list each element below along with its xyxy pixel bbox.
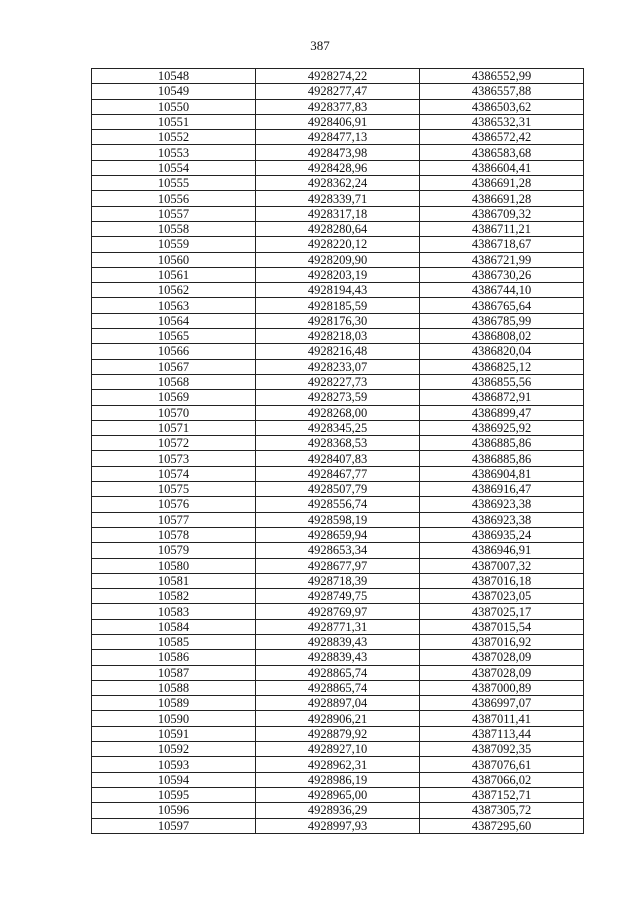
- y-coordinate-cell: 4386946,91: [420, 543, 584, 558]
- y-coordinate-cell: 4386604,41: [420, 160, 584, 175]
- table-row: [92, 329, 584, 344]
- x-coordinate-cell: 4928677,97: [256, 558, 420, 573]
- y-coordinate-cell: 4386923,38: [420, 497, 584, 512]
- table-row: [92, 527, 584, 542]
- point-number-cell: 10594: [92, 772, 256, 787]
- point-number-cell: 10583: [92, 604, 256, 619]
- point-number-cell: 10584: [92, 619, 256, 634]
- point-number-cell: 10595: [92, 787, 256, 802]
- table-row: [92, 160, 584, 175]
- y-coordinate-cell: 4387295,60: [420, 818, 584, 833]
- y-coordinate-cell: 4386820,04: [420, 344, 584, 359]
- table-row: [92, 374, 584, 389]
- y-coordinate-cell: 4386765,64: [420, 298, 584, 313]
- page-number: 387: [310, 38, 330, 53]
- table-row: [92, 359, 584, 374]
- x-coordinate-cell: 4928274,22: [256, 69, 420, 84]
- point-number-cell: 10552: [92, 130, 256, 145]
- x-coordinate-cell: 4928377,83: [256, 99, 420, 114]
- x-coordinate-cell: 4928936,29: [256, 803, 420, 818]
- y-coordinate-cell: 4386872,91: [420, 390, 584, 405]
- table-row: [92, 390, 584, 405]
- table-row: [92, 512, 584, 527]
- point-number-cell: 10551: [92, 114, 256, 129]
- point-number-cell: 10597: [92, 818, 256, 833]
- y-coordinate-cell: 4387305,72: [420, 803, 584, 818]
- y-coordinate-cell: 4386691,28: [420, 191, 584, 206]
- point-number-cell: 10571: [92, 420, 256, 435]
- point-number-cell: 10565: [92, 329, 256, 344]
- y-coordinate-cell: 4387076,61: [420, 757, 584, 772]
- y-coordinate-cell: 4386785,99: [420, 313, 584, 328]
- y-coordinate-cell: 4386721,99: [420, 252, 584, 267]
- table-row: [92, 634, 584, 649]
- x-coordinate-cell: 4928209,90: [256, 252, 420, 267]
- y-coordinate-cell: 4386997,07: [420, 696, 584, 711]
- point-number-cell: 10596: [92, 803, 256, 818]
- table-row: [92, 206, 584, 221]
- point-number-cell: 10581: [92, 573, 256, 588]
- x-coordinate-cell: 4928653,34: [256, 543, 420, 558]
- y-coordinate-cell: 4387016,18: [420, 573, 584, 588]
- table-row: [92, 267, 584, 282]
- x-coordinate-cell: 4928769,97: [256, 604, 420, 619]
- y-coordinate-cell: 4386904,81: [420, 466, 584, 481]
- x-coordinate-cell: 4928659,94: [256, 527, 420, 542]
- table-row: [92, 558, 584, 573]
- x-coordinate-cell: 4928927,10: [256, 742, 420, 757]
- table-row: [92, 803, 584, 818]
- point-number-cell: 10580: [92, 558, 256, 573]
- table-row: [92, 589, 584, 604]
- y-coordinate-cell: 4386916,47: [420, 482, 584, 497]
- y-coordinate-cell: 4387025,17: [420, 604, 584, 619]
- table-row: [92, 283, 584, 298]
- x-coordinate-cell: 4928362,24: [256, 176, 420, 191]
- x-coordinate-cell: 4928598,19: [256, 512, 420, 527]
- point-number-cell: 10569: [92, 390, 256, 405]
- point-number-cell: 10573: [92, 451, 256, 466]
- x-coordinate-cell: 4928220,12: [256, 237, 420, 252]
- coordinates-table-body: [92, 69, 584, 834]
- table-row: [92, 298, 584, 313]
- x-coordinate-cell: 4928345,25: [256, 420, 420, 435]
- table-row: [92, 84, 584, 99]
- x-coordinate-cell: 4928368,53: [256, 436, 420, 451]
- table-row: [92, 221, 584, 236]
- x-coordinate-cell: 4928473,98: [256, 145, 420, 160]
- y-coordinate-cell: 4386583,68: [420, 145, 584, 160]
- x-coordinate-cell: 4928467,77: [256, 466, 420, 481]
- x-coordinate-cell: 4928176,30: [256, 313, 420, 328]
- table-row: [92, 711, 584, 726]
- point-number-cell: 10556: [92, 191, 256, 206]
- table-row: [92, 313, 584, 328]
- table-row: [92, 114, 584, 129]
- y-coordinate-cell: 4387028,09: [420, 665, 584, 680]
- x-coordinate-cell: 4928865,74: [256, 665, 420, 680]
- table-row: [92, 176, 584, 191]
- y-coordinate-cell: 4387015,54: [420, 619, 584, 634]
- x-coordinate-cell: 4928227,73: [256, 374, 420, 389]
- y-coordinate-cell: 4386691,28: [420, 176, 584, 191]
- y-coordinate-cell: 4386808,02: [420, 329, 584, 344]
- x-coordinate-cell: 4928185,59: [256, 298, 420, 313]
- table-row: [92, 451, 584, 466]
- y-coordinate-cell: 4387007,32: [420, 558, 584, 573]
- y-coordinate-cell: 4386532,31: [420, 114, 584, 129]
- point-number-cell: 10560: [92, 252, 256, 267]
- x-coordinate-cell: 4928839,43: [256, 634, 420, 649]
- table-row: [92, 818, 584, 833]
- point-number-cell: 10592: [92, 742, 256, 757]
- table-row: [92, 145, 584, 160]
- x-coordinate-cell: 4928203,19: [256, 267, 420, 282]
- x-coordinate-cell: 4928986,19: [256, 772, 420, 787]
- point-number-cell: 10548: [92, 69, 256, 84]
- table-row: [92, 742, 584, 757]
- x-coordinate-cell: 4928277,47: [256, 84, 420, 99]
- x-coordinate-cell: 4928406,91: [256, 114, 420, 129]
- table-row: [92, 466, 584, 481]
- y-coordinate-cell: 4387066,02: [420, 772, 584, 787]
- y-coordinate-cell: 4386885,86: [420, 436, 584, 451]
- point-number-cell: 10568: [92, 374, 256, 389]
- table-row: [92, 420, 584, 435]
- y-coordinate-cell: 4386923,38: [420, 512, 584, 527]
- y-coordinate-cell: 4387023,05: [420, 589, 584, 604]
- point-number-cell: 10554: [92, 160, 256, 175]
- point-number-cell: 10575: [92, 482, 256, 497]
- table-row: [92, 436, 584, 451]
- point-number-cell: 10572: [92, 436, 256, 451]
- point-number-cell: 10550: [92, 99, 256, 114]
- x-coordinate-cell: 4928997,93: [256, 818, 420, 833]
- table-row: [92, 726, 584, 741]
- point-number-cell: 10578: [92, 527, 256, 542]
- point-number-cell: 10591: [92, 726, 256, 741]
- x-coordinate-cell: 4928268,00: [256, 405, 420, 420]
- point-number-cell: 10593: [92, 757, 256, 772]
- y-coordinate-cell: 4386925,92: [420, 420, 584, 435]
- point-number-cell: 10555: [92, 176, 256, 191]
- point-number-cell: 10553: [92, 145, 256, 160]
- x-coordinate-cell: 4928280,64: [256, 221, 420, 236]
- x-coordinate-cell: 4928965,00: [256, 787, 420, 802]
- y-coordinate-cell: 4386825,12: [420, 359, 584, 374]
- point-number-cell: 10563: [92, 298, 256, 313]
- table-row: [92, 344, 584, 359]
- table-row: [92, 696, 584, 711]
- point-number-cell: 10567: [92, 359, 256, 374]
- point-number-cell: 10588: [92, 680, 256, 695]
- x-coordinate-cell: 4928194,43: [256, 283, 420, 298]
- y-coordinate-cell: 4386552,99: [420, 69, 584, 84]
- table-row: [92, 99, 584, 114]
- x-coordinate-cell: 4928339,71: [256, 191, 420, 206]
- table-row: [92, 573, 584, 588]
- point-number-cell: 10585: [92, 634, 256, 649]
- y-coordinate-cell: 4387028,09: [420, 650, 584, 665]
- y-coordinate-cell: 4386885,86: [420, 451, 584, 466]
- y-coordinate-cell: 4387113,44: [420, 726, 584, 741]
- y-coordinate-cell: 4386572,42: [420, 130, 584, 145]
- table-row: [92, 130, 584, 145]
- y-coordinate-cell: 4386744,10: [420, 283, 584, 298]
- point-number-cell: 10564: [92, 313, 256, 328]
- x-coordinate-cell: 4928273,59: [256, 390, 420, 405]
- point-number-cell: 10559: [92, 237, 256, 252]
- point-number-cell: 10589: [92, 696, 256, 711]
- point-number-cell: 10557: [92, 206, 256, 221]
- table-row: [92, 497, 584, 512]
- x-coordinate-cell: 4928865,74: [256, 680, 420, 695]
- y-coordinate-cell: 4386899,47: [420, 405, 584, 420]
- x-coordinate-cell: 4928233,07: [256, 359, 420, 374]
- table-row: [92, 619, 584, 634]
- table-row: [92, 191, 584, 206]
- x-coordinate-cell: 4928407,83: [256, 451, 420, 466]
- table-row: [92, 237, 584, 252]
- x-coordinate-cell: 4928428,96: [256, 160, 420, 175]
- table-row: [92, 252, 584, 267]
- point-number-cell: 10549: [92, 84, 256, 99]
- x-coordinate-cell: 4928556,74: [256, 497, 420, 512]
- x-coordinate-cell: 4928771,31: [256, 619, 420, 634]
- point-number-cell: 10566: [92, 344, 256, 359]
- point-number-cell: 10582: [92, 589, 256, 604]
- x-coordinate-cell: 4928477,13: [256, 130, 420, 145]
- y-coordinate-cell: 4386718,67: [420, 237, 584, 252]
- table-row: [92, 604, 584, 619]
- x-coordinate-cell: 4928718,39: [256, 573, 420, 588]
- y-coordinate-cell: 4386503,62: [420, 99, 584, 114]
- point-number-cell: 10570: [92, 405, 256, 420]
- point-number-cell: 10562: [92, 283, 256, 298]
- x-coordinate-cell: 4928507,79: [256, 482, 420, 497]
- x-coordinate-cell: 4928879,92: [256, 726, 420, 741]
- point-number-cell: 10576: [92, 497, 256, 512]
- y-coordinate-cell: 4386709,32: [420, 206, 584, 221]
- table-row: [92, 787, 584, 802]
- y-coordinate-cell: 4386935,24: [420, 527, 584, 542]
- x-coordinate-cell: 4928218,03: [256, 329, 420, 344]
- table-row: [92, 69, 584, 84]
- y-coordinate-cell: 4387152,71: [420, 787, 584, 802]
- point-number-cell: 10590: [92, 711, 256, 726]
- table-row: [92, 772, 584, 787]
- y-coordinate-cell: 4387011,41: [420, 711, 584, 726]
- point-number-cell: 10561: [92, 267, 256, 282]
- point-number-cell: 10586: [92, 650, 256, 665]
- y-coordinate-cell: 4386855,56: [420, 374, 584, 389]
- table-row: [92, 665, 584, 680]
- x-coordinate-cell: 4928317,18: [256, 206, 420, 221]
- x-coordinate-cell: 4928749,75: [256, 589, 420, 604]
- x-coordinate-cell: 4928216,48: [256, 344, 420, 359]
- table-row: [92, 543, 584, 558]
- y-coordinate-cell: 4386730,26: [420, 267, 584, 282]
- table-row: [92, 680, 584, 695]
- coordinates-table: [91, 68, 584, 834]
- y-coordinate-cell: 4386711,21: [420, 221, 584, 236]
- y-coordinate-cell: 4387092,35: [420, 742, 584, 757]
- table-row: [92, 482, 584, 497]
- y-coordinate-cell: 4387016,92: [420, 634, 584, 649]
- x-coordinate-cell: 4928839,43: [256, 650, 420, 665]
- x-coordinate-cell: 4928897,04: [256, 696, 420, 711]
- point-number-cell: 10558: [92, 221, 256, 236]
- point-number-cell: 10587: [92, 665, 256, 680]
- y-coordinate-cell: 4386557,88: [420, 84, 584, 99]
- point-number-cell: 10577: [92, 512, 256, 527]
- table-row: [92, 757, 584, 772]
- y-coordinate-cell: 4387000,89: [420, 680, 584, 695]
- point-number-cell: 10574: [92, 466, 256, 481]
- x-coordinate-cell: 4928962,31: [256, 757, 420, 772]
- table-row: [92, 650, 584, 665]
- x-coordinate-cell: 4928906,21: [256, 711, 420, 726]
- point-number-cell: 10579: [92, 543, 256, 558]
- table-row: [92, 405, 584, 420]
